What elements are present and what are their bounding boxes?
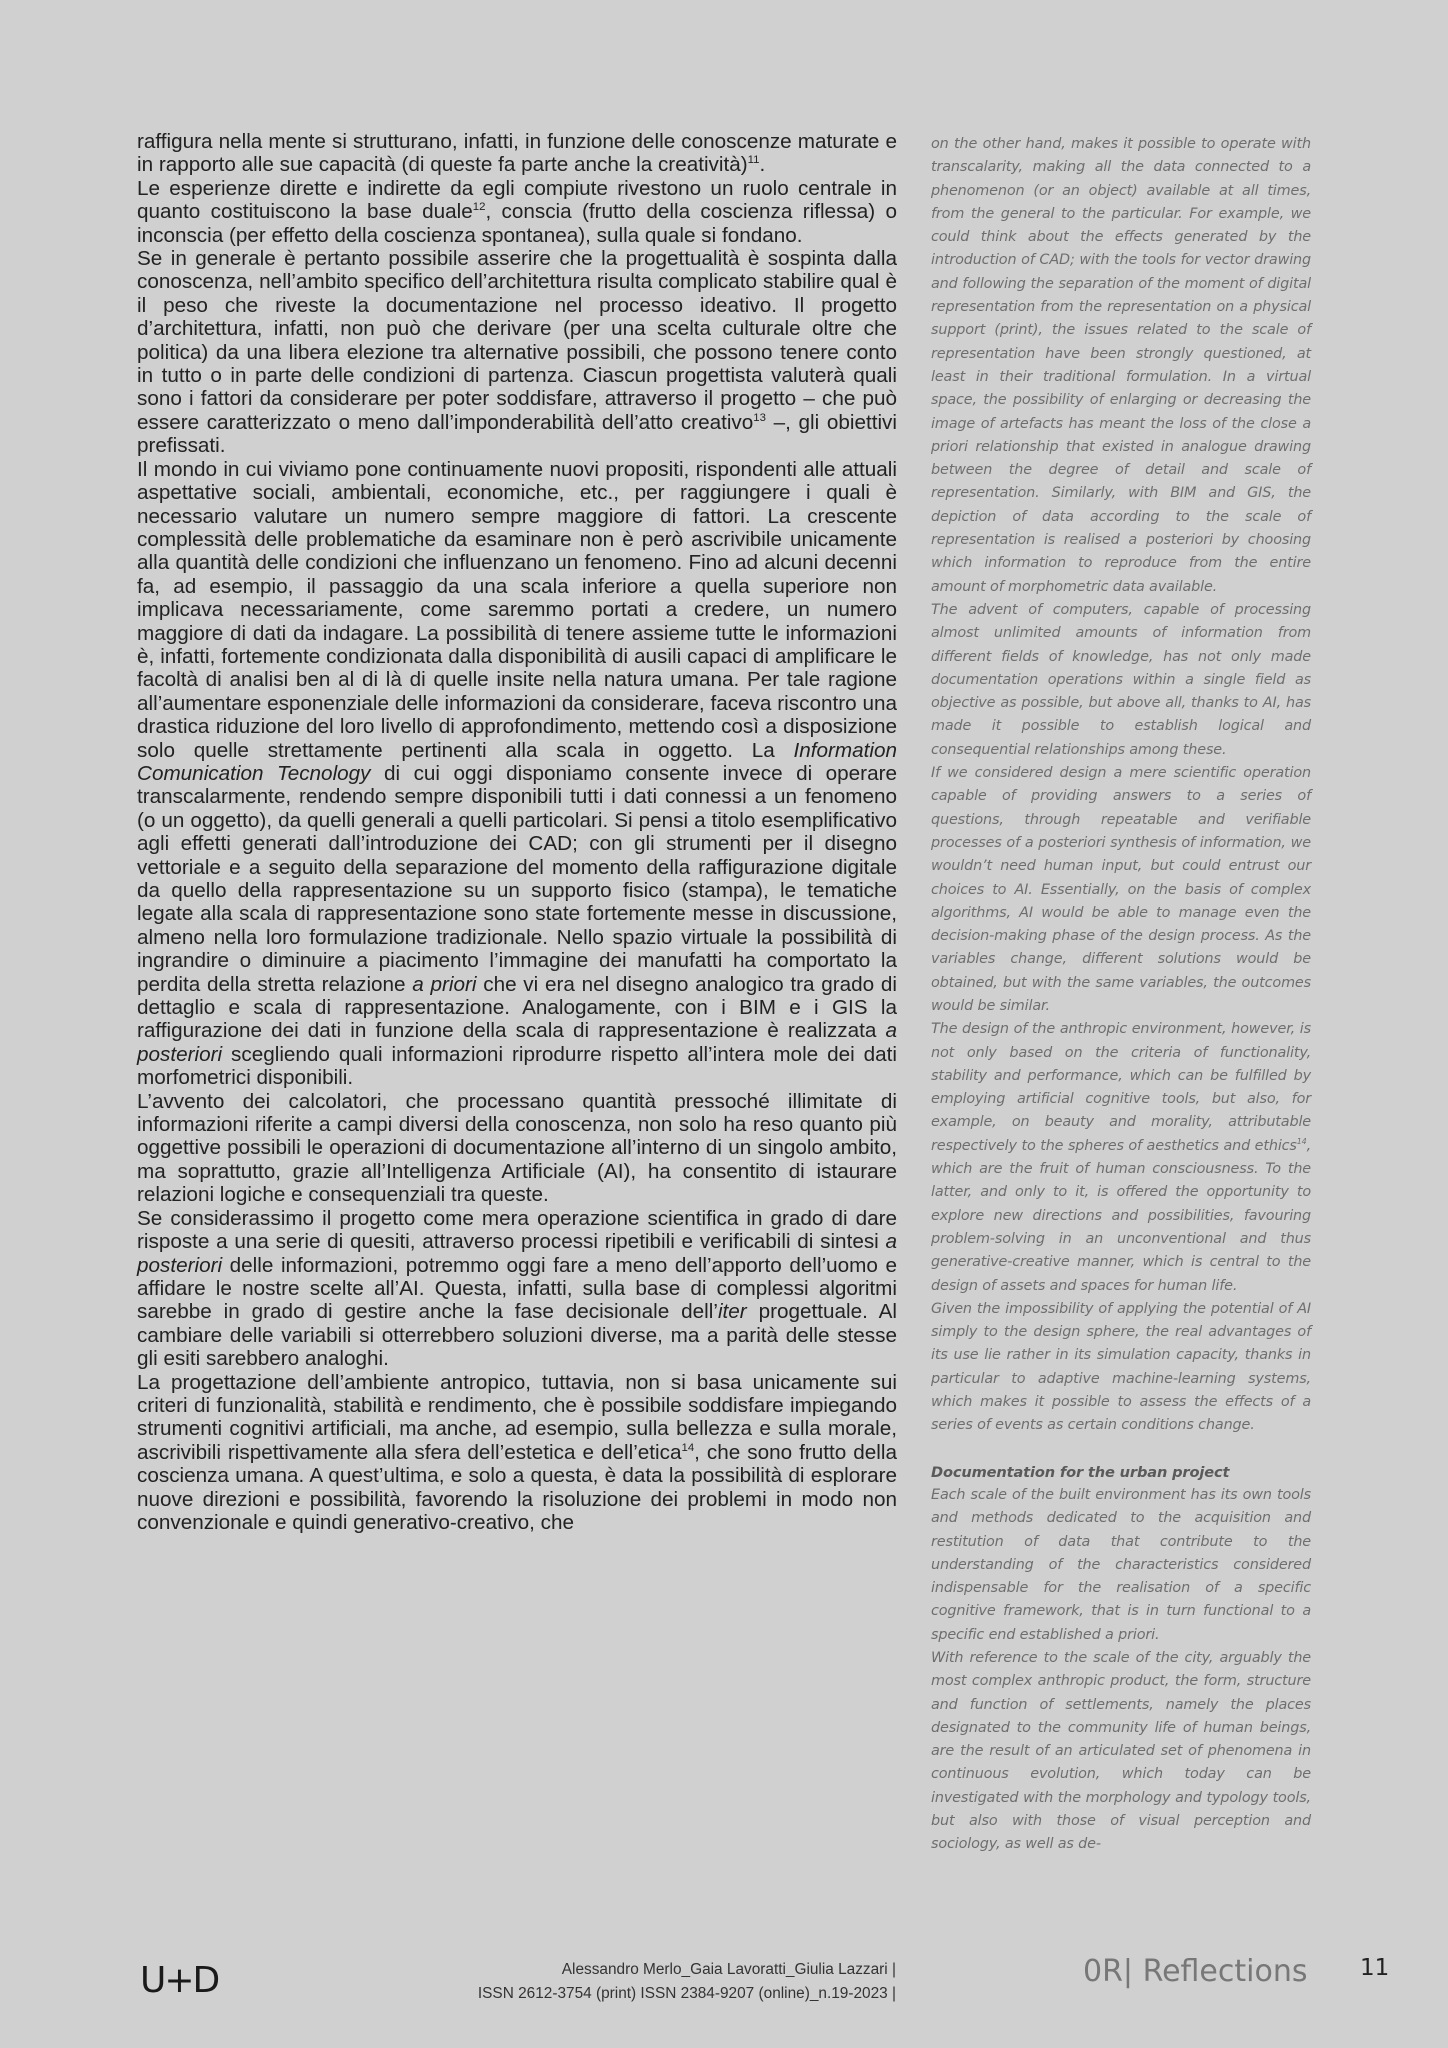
text-run: –, gli obiettivi prefissati.	[137, 410, 897, 458]
main-text-column	[137, 130, 897, 1534]
footnote-ref[interactable]: 11	[747, 154, 760, 167]
paragraph: Each scale of the built environment has its own tools and methods dedicated to the acquisition and restitution of data that contribute to the understanding of the characteristics considered indispensable for the realisation of a specific cognitive framework, that is in turn functional to a specific end established a priori.	[931, 1486, 1311, 1643]
paragraph	[931, 1018, 1311, 1298]
italic-term: a priori	[412, 972, 477, 996]
italic-term: a posteriori	[137, 1230, 897, 1277]
page-number: 11	[1360, 1955, 1390, 1981]
footer-credit	[478, 1958, 896, 2006]
journal-logo: U+D	[140, 1960, 219, 2001]
text-run: La progettazione dell’ambiente antropico, tuttavia, non si basa unicamente sui criteri di funzionalità, stabilità e rendimento, che è possibile soddisfare impiegando strumenti cognitivi artificiali, ma anche, ad esempio, sulla bellezza e sulla morale, ascrivibili rispettivamente alla sfera dell’estetica e dell’etica	[137, 1370, 897, 1464]
paragraph: With reference to the scale of the city, arguably the most complex anthropic product, the form, structure and function of settlements, namely the places designated to the community life of human beings, are the result of an articulated set of phenomena in continuous evolution, which today can be investigated with the morphology and typology tools, but also with those of visual perception and sociology, as well as de-	[931, 1650, 1311, 1853]
text-run: Le esperienze dirette e indirette da egli compiute rivestono un ruolo centrale in quanto costituiscono la base duale	[137, 176, 897, 224]
footnote-ref[interactable]: 12	[472, 201, 486, 214]
paragraph	[137, 130, 897, 177]
text-run: Il mondo in cui viviamo pone continuamente nuovi propositi, rispondenti alle attuali aspettative sociali, ambientali, economiche, etc., per raggiungere i quali è necessario valutare un numero sempre maggiore di fattori. La crescente complessità delle problematiche da esaminare non è però ascrivibile unicamente alla quantità delle condizioni che influenzano un fenomeno. Fino ad alcuni decenni fa, ad esempio, il passaggio da una scala inferiore a quella superiore non implicava necessariamente, come saremmo portati a credere, un numero maggiore di dati da indagare. La possibilità di tenere assieme tutte le informazioni è, infatti, fortemente condizionata dalla disponibilità di ausili capaci di amplificare le facoltà di analisi ben al di là di quelle insite nella natura umana. Per tale ragione all’aumentare esponenziale delle informazioni da considerare, faceva riscontro una drastica riduzione del loro livello di approfondimento, mettendo così a disposizione solo quelle strettamente pertinenti alla scala in oggetto. La	[137, 457, 897, 762]
paragraph: Given the impossibility of applying the potential of AI simply to the design sphere, the real advantages of its use lie rather in its simulation capacity, thanks in particular to adaptive machine-learning systems, which makes it possible to assess the effects of a series of events as certain conditions change.	[931, 1300, 1311, 1434]
paragraph	[137, 247, 897, 458]
text-run: The design of the anthropic environment, however, is not only based on the criteria of functionality, stability and performance, which can be fulfilled by employing artificial cognitive tools, but also, for example, on beauty and morality, attributable respectively to the spheres of aesthetics and ethics	[931, 1021, 1311, 1154]
paragraph: The advent of computers, capable of processing almost unlimited amounts of information from different fields of knowledge, has not only made documentation operations within a single field as objective as possible, but above all, thanks to AI, has made it possible to establish logical and consequential relationships among these.	[931, 601, 1311, 758]
footnote-ref[interactable]: 14	[681, 1441, 695, 1454]
text-run: , which are the fruit of human consciousness. To the latter, and only to it, is offered the opportunity to explore new directions and possibilities, favouring problem-solving in an unconventional and thus generative-creative manner, which is central to the design of assets and spaces for human life.	[931, 1137, 1311, 1294]
italic-term: Information Comunication Tecnology	[137, 738, 897, 785]
footer-authors: Alessandro Merlo_Gaia Lavoratti_Giulia Lazzari |	[561, 1961, 896, 1978]
paragraph	[137, 1207, 897, 1371]
text-run: raffigura nella mente si strutturano, infatti, in funzione delle conoscenze maturate e in rapporto alle sue capacità (di queste fa parte anche la creatività)	[137, 130, 897, 177]
footnote-ref[interactable]: 13	[753, 411, 766, 424]
footnote-ref[interactable]: 14	[1296, 1136, 1307, 1146]
paragraph: L’avvento dei calcolatori, che processano quantità pressoché illimitate di informazioni riferite a campi diversi della conoscenza, non solo ha reso quanto più oggettive possibili le operazioni di documentazione all’interno di un singolo ambito, ma soprattutto, grazie all’Intelligenza Artificiale (AI), ha consentito di istaurare relazioni logiche e consequenziali tra queste.	[137, 1089, 897, 1207]
text-run: , che sono frutto della coscienza umana. A quest’ultima, e solo a questa, è data la possibilità di esplorare nuove direzioni e possibilità, favorendo la risoluzione dei problemi in modo non convenzionale e quindi generativo-creativo, che	[137, 1440, 898, 1534]
text-run: che vi era nel disegno analogico tra grado di dettaglio e scala di rappresentazione. Analogamente, con i BIM e i GIS la raffigurazione dei dati in funzione della scala di rappresentazione è realizzata	[137, 972, 897, 1043]
text-run: Se in generale è pertanto possibile asserire che la progettualità è sospinta dalla conoscenza, nell’ambito specifico dell’architettura risulta complicato stabilire qual è il peso che riveste la documentazione nel processo ideativo. Il progetto d’architettura, infatti, non può che derivare (per una scelta culturale oltre che politica) da una libera elezione tra alternative possibili, che possono tenere conto in tutto o in parte delle condizioni di partenza. Ciascun progettista valuterà quali sono i fattori da considerare per poter soddisfare, attraverso il progetto – che può essere caratterizzato o meno dall’imponderabilità dell’atto creativo	[137, 247, 897, 434]
italic-term: a posteriori	[137, 1019, 897, 1066]
text-run: delle informazioni, potremmo oggi fare a meno dell’apporto dell’uomo e affidare le nostre scelte all’AI. Questa, infatti, sulla base di complessi algoritmi sarebbe in grado di gestire anche la fase decisionale dell’	[137, 1253, 897, 1324]
text-run: di cui oggi disponiamo consente invece di operare transcalarmente, rendendo sempre disponibili tutti i dati connessi a un fenomeno (o un oggetto), da quelli generali a quelli particolari. Si pensi a titolo esemplificativo agli effetti generati dall’introduzione dei CAD; con gli strumenti per il disegno vettoriale e a seguito della separazione del momento della raffigurazione digitale da quello della rappresentazione su un supporto fisico (stampa), le tematiche legate alla scala di rappresentazione sono state fortemente messe in discussione, almeno nella loro formulazione tradizionale. Nello spazio virtuale la possibilità di ingrandire o diminuire a piacimento l’immagine dei manufatti ha comportato la perdita della stretta relazione	[137, 761, 897, 996]
text-run: progettuale. Al cambiare delle variabili si otterrebbero soluzioni diverse, ma a parità delle stesse gli esiti sarebbero analoghi.	[137, 1300, 898, 1371]
paragraph: If we considered design a mere scientific operation capable of providing answers to a series of questions, through repeatable and verifiable processes of a posteriori synthesis of information, we wouldn’t need human input, but could entrust our choices to AI. Essentially, on the basis of complex algorithms, AI would be able to manage even the decision-making phase of the design process. As the variables change, different solutions would be obtained, but with the same variables, the outcomes would be similar.	[931, 765, 1311, 1014]
section-heading: Documentation for the urban project	[931, 1463, 1230, 1481]
paragraph: on the other hand, makes it possible to operate with transcalarity, making all the data connected to a phenomenon (or an object) available at all times, from the general to the particular. For example, we could think about the effects generated by the introduction of CAD; with the tools for vector drawing and following the separation of the moment of digital representation from the representation on a physical support (print), the issues related to the scale of representation have been strongly questioned, at least in their traditional formulation. In a virtual space, the possibility of enlarging or decreasing the image of artefacts has meant the loss of the close a priori relationship that existed in analogue drawing between the degree of detail and scale of representation. Similarly, with BIM and GIS, the depiction of data according to the scale of representation is realised a posteriori by choosing which information to reproduce from the entire amount of morphometric data available.	[931, 136, 1311, 595]
paragraph	[137, 1371, 897, 1535]
section-label: 0R| Reflections	[1083, 1954, 1308, 1989]
translation-column	[931, 133, 1311, 1857]
paragraph	[137, 458, 897, 1090]
text-run: Se considerassimo il progetto come mera operazione scientifica in grado di dare risposte a una serie di quesiti, attraverso processi ripetibili e verificabili di sintesi	[137, 1206, 897, 1254]
footer-issn: ISSN 2612-3754 (print) ISSN 2384-9207 (online)_n.19-2023 |	[477, 1985, 896, 2002]
text-run: .	[759, 153, 766, 177]
text-run: , conscia (frutto della coscienza riflessa) o inconscia (per effetto della coscienza spontanea), sulla quale si fondano.	[137, 200, 897, 247]
paragraph	[137, 177, 897, 247]
italic-term: iter	[717, 1300, 747, 1324]
text-run: scegliendo quali informazioni riprodurre rispetto all’intera mole dei dati morfometrici disponibili.	[137, 1042, 897, 1090]
